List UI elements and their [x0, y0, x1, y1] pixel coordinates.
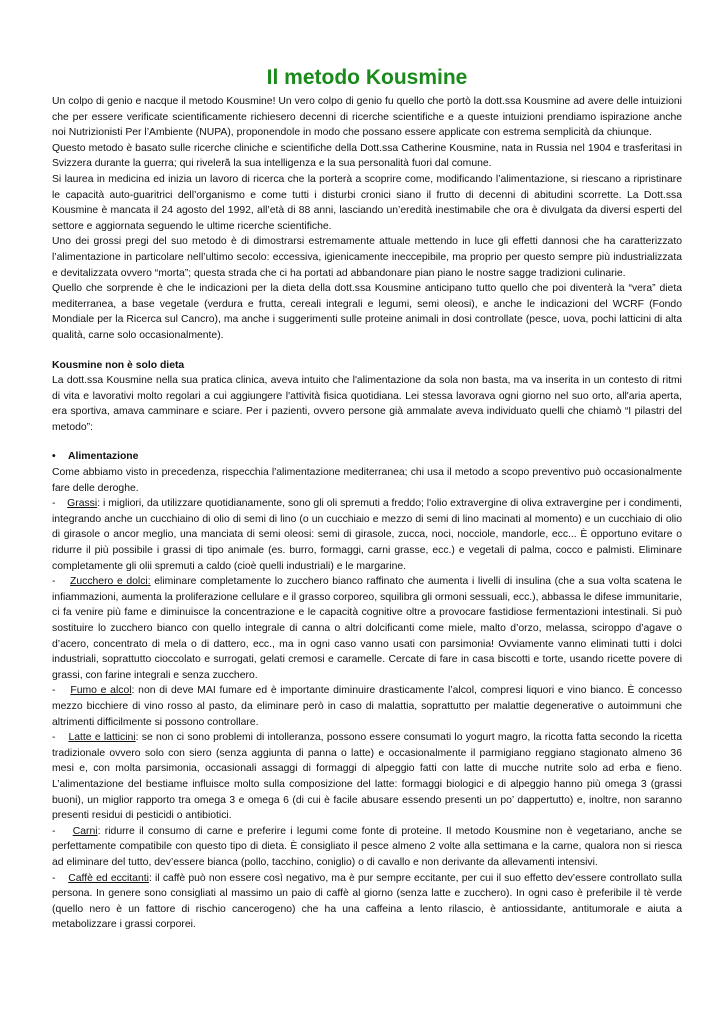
dash-icon: - — [52, 732, 56, 744]
bullet-heading-label: Alimentazione — [68, 451, 139, 463]
dash-icon: - — [52, 498, 56, 510]
list-item-latte — [52, 730, 682, 824]
item-text: il caffè può non essere così negativo, ma è pur sempre eccitante, per cui il suo effetto dev’essere controllato sulla persona. In genere sono consigliati al massimo un paio di caffè al giorno (senza latte e zucchero). In ogni caso è preferibile il tè verde (quello nero è un fattore di rischio cancerogeno) che ha una caffeina a lento rilascio, è antiossidante, antitumorale e aiuta a metabolizzare i grassi corporei. — [52, 872, 682, 931]
item-text: ridurre il consumo di carne e preferire i legumi come fonte di proteine. Il metodo Kousmine non è vegetariano, anche se perfettamente compatibile con questo tipo di dieta. È consigliato il pesce almeno 2 volte alla settimana e la carne, qualora non si riesca ad eliminare del tutto, dev’essere bianca (pollo, tacchino, coniglio) o di cavallo e non derivante da allevamenti intensivi. — [52, 825, 682, 868]
item-sep: : — [97, 498, 101, 510]
item-text: non di deve MAI fumare ed è importante diminuire drasticamente l’alcol, compresi liquori e vino bianco. È concesso mezzo bicchiere di vino rosso al pasto, da eliminare però in caso di malattia, soprattutto per malattie degenerative o autoimmuni che altrimenti difficilmente si possono controllare. — [52, 685, 683, 728]
bullet-intro: Come abbiamo visto in precedenza, rispecchia l'alimentazione mediterranea; chi usa il metodo a scopo preventivo può occasionalmente fare delle deroghe. — [52, 467, 682, 494]
page-title: Il metodo Kousmine — [266, 66, 468, 89]
item-label: Fumo e alcol — [70, 685, 132, 697]
item-text: eliminare completamente lo zucchero bianco raffinato che aumenta i livelli di insulina (che a sua volta scatena le infiammazioni, aumenta la proliferazione cellulare e il grasso corporeo, squilibra gli ormoni sessuali, ecc.), abbassa le difese immunitarie, ci fa venire più fame e diminuisce la concentrazione e le capacità cognitive oltre a provocare fastidiose fermentazioni intestinali. Si può sostituire lo zucchero bianco con quello integrale di canna o altri dolcificanti come miele, malto d’orzo, melassa, sciroppo d’agave o d’acero, concentrato di mela o di dattero, ecc., ma in ogni caso vanno usati con parsimonia! Ovviamente vanno eliminati tutti i dolci industriali, soprattutto cioccolato e surrogati, gelati cremosi e caramelle. Cercate di fare in casa biscotti e torte, usando ricette povere di grassi, con farine integrali e senza zucchero. — [52, 576, 682, 681]
dash-icon: - — [52, 685, 56, 697]
list-item-zucchero — [52, 574, 682, 683]
item-sep: : — [97, 825, 101, 837]
section-heading: Kousmine non è solo dieta — [52, 359, 185, 371]
section-paragraph: La dott.ssa Kousmine nella sua pratica clinica, aveva intuito che l'alimentazione da sola non basta, ma va inserita in un contesto di ritmi di vita e lavorativi molto regolari a cui aggiungere l'attività fisica quotidiana. Lei stessa lavorava ogni giorno nel suo orto, all'aria aperta, era sportiva, amava camminare e sciare. Per i pazienti, ovvero persone già ammalate aveva individuato quelli che chiamò “I pilastri del metodo”: — [52, 375, 682, 433]
list-item-fumo — [52, 683, 682, 730]
item-sep: : — [148, 872, 152, 884]
intro-paragraph-2: Questo metodo è basato sulle ricerche cliniche e scientifiche della Dott.ssa Catherine Kousmine, nata in Russia nel 1904 e trasferitasi in Svizzera durante la guerra; qui riveleră la sua intelligenza e la sua personalità fuori dal comune. — [52, 142, 682, 170]
spacer — [52, 435, 682, 449]
list-item-caffe — [52, 871, 682, 933]
item-label: Latte e latticini — [68, 732, 136, 744]
item-label: Grassi — [67, 498, 98, 510]
spacer — [52, 344, 682, 358]
item-text: se non ci sono problemi di intolleranza, possono essere consumati lo yogurt magro, la ricotta fatta secondo la ricetta tradizionale ovvero solo con siero (senza aggiunta di panna o latte) e occasionalmente il parmigiano reggiano stagionato almeno 36 mesi e, con molta parsimonia, occasionali assaggi di formaggi di alpeggio fatti con latte di mucche nutrite solo ad erba e fieno. L’alimentazione del bestiame influisce molto sulla composizione del latte: formaggi biologici e di alpeggio hanno più omega 3 (grassi buoni), un miglior rapporto tra omega 3 e omega 6 (di cui è facile abusare essendo presenti un po’ dappertutto) e, inoltre, non saranno presenti residui di pesticidi o antibiotici. — [52, 732, 682, 822]
intro-paragraph-5: Quello che sorprende è che le indicazioni per la dieta della dott.ssa Kousmine anticipano tutto quello che poi diventerà la “vera” dieta mediterranea, a base vegetale (verdura e frutta, cereali integrali e legumi, semi oleosi), e anche le indicazioni del WCRF (Fondo Mondiale per la Ricerca sul Cancro), ma anche i suggerimenti sulle proteine animali in dosi controllate (pesce, uova, pochi latticini di alta qualità, carne solo occasionalmente). — [52, 283, 682, 341]
item-sep: : — [131, 685, 135, 697]
item-label: Zucchero e dolci: — [70, 576, 151, 588]
list-item-grassi — [52, 496, 682, 574]
intro-paragraph-4: Uno dei grossi pregi del suo metodo è di dimostrarsi estremamente attuale mettendo in luce gli effetti dannosi che ha caratterizzato l’alimentazione in particolare nell’ultimo secolo: eccessiva, igienicamente ineccepibile, ma proprio per questo sempre più industrializzata e devitalizzata ovvero “morta”; questa strada che ci ha portati ad abbandonare pian piano le nostre sagge tradizioni culinarie. — [52, 236, 682, 279]
dash-icon: - — [52, 576, 56, 588]
list-item-carni — [52, 824, 682, 871]
item-label: Carni — [72, 825, 98, 837]
bullet-icon: • — [52, 451, 56, 463]
intro-paragraph-3: Si laurea in medicina ed inizia un lavoro di ricerca che la porterà a scoprire come, modificando l’alimentazione, si riescano a ripristinare le capacità auto-guaritrici dell’organismo e come tutti i disturbi cronici siano il frutto di decenni di abitudini scorrette. La Dott.ssa Kousmine è mancata il 24 agosto del 1992, all’età di 88 anni, lasciando un’eredità inestimabile che ora è divulgata da diversi esperti del settore e aggiornata seguendo le ultime ricerche scientifiche. — [52, 173, 682, 232]
item-sep: : — [135, 732, 139, 744]
intro-paragraph-1: Un colpo di genio e nacque il metodo Kousmine! Un vero colpo di genio fu quello che portò la dott.ssa Kousmine ad avere delle intuizioni che per essere verificate scientificamente richiesero decenni di ricerche scientifiche e a queste intuizioni prendiamo ispirazione anche noi Nutrizionisti Per l’Ambiente (NUPA), proponendole in modo che possano essere applicate con estrema semplicità da chiunque. — [52, 96, 682, 139]
item-text: i migliori, da utilizzare quotidianamente, sono gli oli spremuti a freddo; l'olio extravergine di oliva extravergine per i condimenti, integrando anche un cucchiaino di olio di semi di lino (o un cucchiaio e mezzo di semi di lino macinati al momento) e un cucchiaio di olio di girasole o ancor meglio, una manciata di semi oleosi: semi di girasole, zucca, noci, nocciole, mandorle, ecc... È opportuno evitare o ridurre il più possibile i grassi di tipo animale (es. burro, formaggi, carni grasse, ecc.) e vegetali di palma, cocco e palmisti. Eliminare completamente gli olii spremuti a caldo (cioè quelli industriali) e le margarine. — [52, 498, 682, 572]
dash-icon: - — [52, 825, 56, 837]
bullet-heading — [52, 449, 682, 465]
dash-icon: - — [52, 872, 56, 884]
item-label: Caffè ed eccitanti — [68, 872, 149, 884]
